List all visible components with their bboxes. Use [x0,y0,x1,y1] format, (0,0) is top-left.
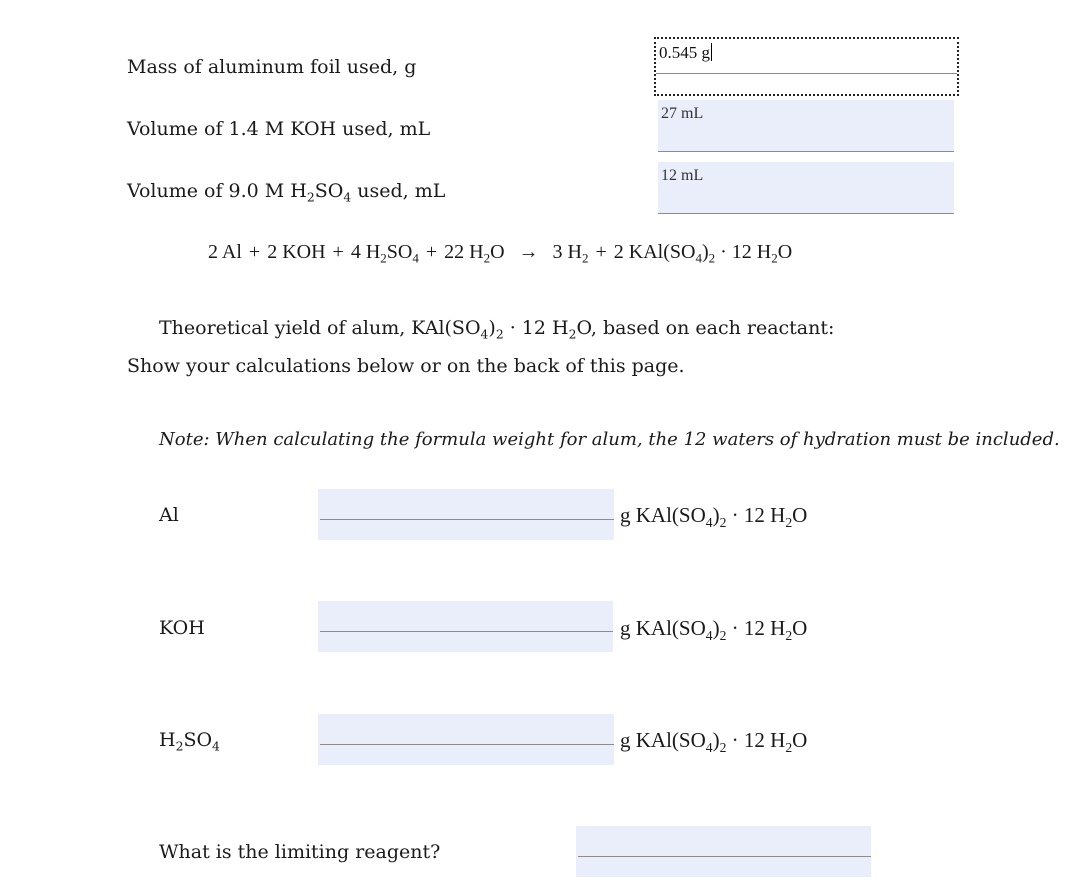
yield-koh-input[interactable] [318,601,613,652]
yield-h2so4-input[interactable] [318,714,614,765]
theoretical-yield-heading: Theoretical yield of alum, $KAl(SO_4)_2 \cdot 12$ $H_2O$, based on each reactant: [159,317,835,342]
yield-koh-unit: g $KAl(SO_4)_2 \cdot 12$ $H_2O$ [620,616,808,643]
mass-label: Mass of aluminum foil used, g [127,56,417,78]
reactant-koh-label: KOH [159,617,205,639]
mass-input-value: 0.545 g [659,43,710,62]
limiting-reagent-label: What is the limiting reagent? [159,841,441,863]
koh-volume-label: Volume of 1.4 M KOH used, mL [127,118,431,140]
limiting-reagent-input[interactable] [576,826,871,877]
yield-al-input[interactable] [318,489,614,540]
reactant-al-label: Al [159,504,179,526]
h2so4-volume-value: 12 mL [661,167,704,184]
koh-volume-value: 27 mL [661,105,704,122]
h2so4-volume-label: Volume of 9.0 M $H_2SO_4$ used, mL [127,180,446,205]
koh-volume-input[interactable] [658,100,954,152]
balanced-equation: 2 Al + 2 KOH + 4 $H_2SO_4 + 22$ $H_2O \to 3$ $H_2 + 2$ $KAl(SO_4)_2 \cdot 12$ $H_2O$ [208,241,793,266]
mass-input[interactable] [654,37,959,96]
formula-weight-note: Note: When calculating the formula weight for alum, the 12 waters of hydration must be included. [159,429,1060,450]
yield-h2so4-unit: g $KAl(SO_4)_2 \cdot 12$ $H_2O$ [620,728,808,755]
text-caret [711,43,712,61]
h2so4-volume-input[interactable] [658,162,954,214]
yield-al-unit: g $KAl(SO_4)_2 \cdot 12$ $H_2O$ [620,503,808,530]
reactant-h2so4-label: $H_2SO_4$ [159,729,220,754]
calculations-instruction: Show your calculations below or on the back of this page. [127,355,685,377]
mass-input-underline [656,73,957,74]
reaction-arrow: → [518,241,539,263]
